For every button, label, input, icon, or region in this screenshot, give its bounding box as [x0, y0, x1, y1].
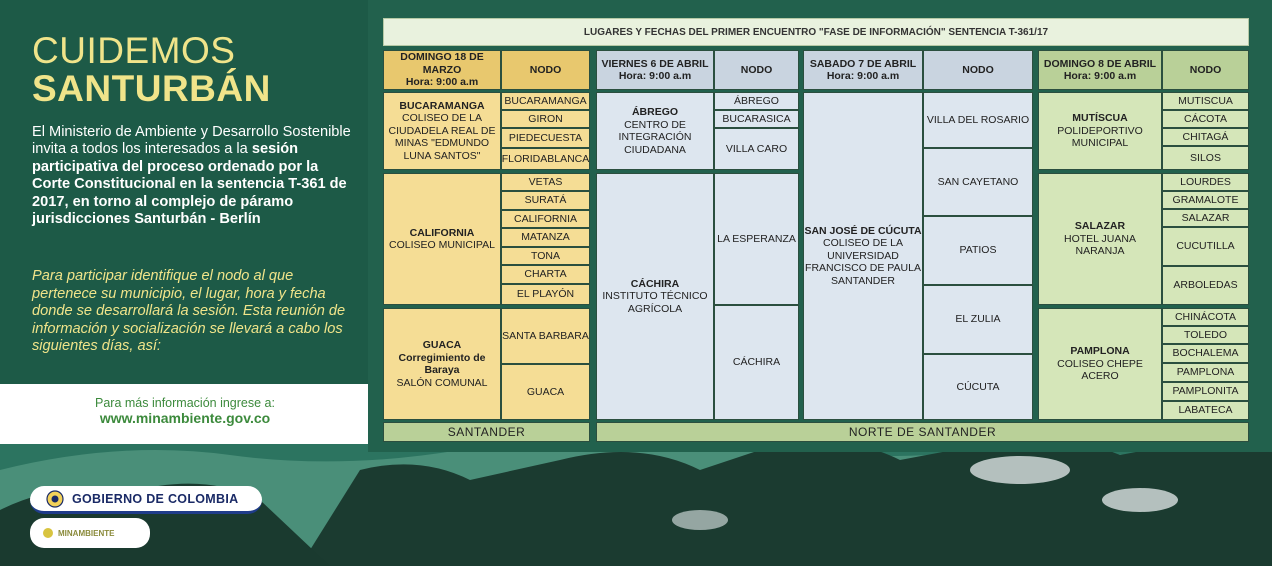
- node-item: SILOS: [1162, 146, 1249, 170]
- node-header-label: NODO: [1189, 63, 1222, 76]
- node-item: SURATÁ: [501, 191, 590, 210]
- day-date: VIERNES 6 DE ABRIL: [601, 57, 709, 70]
- venue-mutiscua: [1038, 92, 1162, 170]
- title-line1: CUIDEMOS: [32, 30, 236, 71]
- venue-name: MUTÍSCUA: [1072, 112, 1128, 125]
- node-item: FLORIDABLANCA: [501, 148, 590, 170]
- day-date: DOMINGO 18 DE MARZO: [400, 51, 484, 76]
- node-item: CHITAGÁ: [1162, 128, 1249, 146]
- node-item: CÁCOTA: [1162, 110, 1249, 128]
- day-header-1: [383, 50, 501, 90]
- node-item: BUCARASICA: [714, 110, 799, 128]
- gobierno-label: GOBIERNO DE COLOMBIA: [72, 491, 239, 506]
- node-header: [923, 50, 1033, 90]
- node-item: VILLA DEL ROSARIO: [923, 92, 1033, 148]
- node-item: LABATECA: [1162, 401, 1249, 420]
- venue-pamplona: [1038, 308, 1162, 420]
- venue-name: CALIFORNIA: [409, 226, 475, 239]
- node-item: ÁBREGO: [714, 92, 799, 110]
- venue-abrego: [596, 92, 714, 170]
- venue-place: HOTEL JUANA NARANJA: [1064, 232, 1136, 258]
- day-time: Hora: 9:00 a.m: [826, 70, 900, 82]
- minambiente-logo: [30, 518, 150, 548]
- colombia-seal-icon: [46, 490, 64, 508]
- venue-bucaramanga: [383, 92, 501, 170]
- node-item: GUACA: [501, 364, 590, 420]
- node-header: [714, 50, 799, 90]
- info-box: [0, 384, 370, 444]
- node-item: BOCHALEMA: [1162, 344, 1249, 363]
- venue-place: COLISEO DE LA CIUDADELA REAL DE MINAS "EDMUNDO LUNA SANTOS": [388, 112, 496, 162]
- node-item: EL ZULIA: [923, 285, 1033, 354]
- node-item: EL PLAYÓN: [501, 284, 590, 305]
- node-item: SALAZAR: [1162, 209, 1249, 227]
- node-item: PAMPLONITA: [1162, 382, 1249, 401]
- day-time: Hora: 9:00 a.m: [405, 76, 479, 89]
- minambiente-label: MINAMBIENTE: [58, 528, 115, 538]
- region-santander: SANTANDER: [383, 422, 590, 442]
- venue-cachira: [596, 173, 714, 420]
- node-item: MUTISCUA: [1162, 92, 1249, 110]
- node-item: CHARTA: [501, 265, 590, 284]
- node-item: TOLEDO: [1162, 326, 1249, 344]
- node-item: GIRON: [501, 110, 590, 128]
- region-norte-de-santander: NORTE DE SANTANDER: [596, 422, 1249, 442]
- venue-place: COLISEO MUNICIPAL: [389, 239, 495, 251]
- node-item: SANTA BARBARA: [501, 308, 590, 364]
- venue-place: COLISEO CHEPE ACERO: [1057, 357, 1143, 383]
- venue-name: PAMPLONA: [1070, 345, 1130, 358]
- node-item: MATANZA: [501, 228, 590, 247]
- venue-place: INSTITUTO TÉCNICO AGRÍCOLA: [602, 290, 708, 315]
- node-item: PAMPLONA: [1162, 363, 1249, 382]
- left-panel: [0, 0, 368, 384]
- venue-san-jose: [803, 92, 923, 420]
- day-header-4: [1038, 50, 1162, 90]
- node-item: CÁCHIRA: [714, 305, 799, 420]
- venue-name: SAN JOSÉ DE CÚCUTA: [804, 224, 922, 237]
- website-link[interactable]: www.minambiente.gov.co: [99, 410, 271, 426]
- node-header-label: NODO: [529, 63, 562, 76]
- intro-plain: El Ministerio de Ambiente y Desarrollo Sostenible invita a todos los interesados a la: [32, 124, 351, 158]
- venue-name: BUCARAMANGA: [399, 99, 485, 112]
- minambiente-icon: [42, 527, 54, 539]
- node-item: BUCARAMANGA: [501, 92, 590, 110]
- node-header: [1162, 50, 1249, 90]
- node-item: CÚCUTA: [923, 354, 1033, 420]
- day-header-3: [803, 50, 923, 90]
- venue-place: POLIDEPORTIVO MUNICIPAL: [1057, 124, 1143, 150]
- node-item: LOURDES: [1162, 173, 1249, 191]
- venue-california: [383, 173, 501, 305]
- node-item: CALIFORNIA: [501, 210, 590, 228]
- venue-guaca: [383, 308, 501, 420]
- day-date: DOMINGO 8 DE ABRIL: [1043, 57, 1157, 70]
- day-date: SABADO 7 DE ABRIL: [809, 57, 917, 70]
- venue-place: CENTRO DE INTEGRACIÓN CIUDADANA: [618, 118, 692, 156]
- node-item: VILLA CARO: [714, 128, 799, 170]
- schedule-panel: [368, 0, 1272, 452]
- intro-text: [32, 124, 354, 228]
- gobierno-logo: [30, 486, 262, 514]
- venue-place: COLISEO DE LA UNIVERSIDAD FRANCISCO DE PAULA SANTANDER: [805, 237, 921, 287]
- node-item: LA ESPERANZA: [714, 173, 799, 305]
- node-item: GRAMALOTE: [1162, 191, 1249, 209]
- venue-name: CÁCHIRA: [630, 277, 680, 290]
- node-item: CUCUTILLA: [1162, 227, 1249, 266]
- day-time: Hora: 9:00 a.m: [1063, 70, 1137, 82]
- node-item: CHINÁCOTA: [1162, 308, 1249, 326]
- node-header-label: NODO: [740, 63, 773, 76]
- intro-bold: sesión participativa del proceso ordenado por la Corte Constitucional en la sentencia T-361 de 2017, en torno al complejo de páramo jurisdicciones Santurbán - Berlín: [32, 141, 347, 228]
- venue-name: GUACA: [422, 339, 462, 351]
- node-item: ARBOLEDAS: [1162, 266, 1249, 305]
- node-item: SAN CAYETANO: [923, 148, 1033, 216]
- node-item: VETAS: [501, 173, 590, 191]
- venue-name: ÁBREGO: [631, 106, 679, 118]
- info-label: Para más información ingrese a:: [95, 396, 275, 410]
- venue-sub: Corregimiento de Baraya: [398, 351, 486, 376]
- node-item: TONA: [501, 247, 590, 265]
- node-item: PIEDECUESTA: [501, 128, 590, 148]
- node-header: [501, 50, 590, 90]
- venue-place: SALÓN COMUNAL: [396, 376, 488, 389]
- day-time: Hora: 9:00 a.m: [618, 70, 692, 82]
- node-header-label: NODO: [962, 63, 994, 76]
- title-line2: SANTURBÁN: [32, 68, 271, 109]
- instructions-text: Para participar identifique el nodo al que pertenece su municipio, el lugar, hora y fecha donde se desarrollará la sesión. Esta reunión de información y socialización se llevará a cabo los siguientes días, así:: [32, 268, 346, 355]
- venue-salazar: [1038, 173, 1162, 305]
- venue-name: SALAZAR: [1074, 220, 1126, 233]
- table-title: LUGARES Y FECHAS DEL PRIMER ENCUENTRO "FASE DE INFORMACIÓN" SENTENCIA T-361/17: [383, 18, 1249, 46]
- day-header-2: [596, 50, 714, 90]
- node-item: PATIOS: [923, 216, 1033, 285]
